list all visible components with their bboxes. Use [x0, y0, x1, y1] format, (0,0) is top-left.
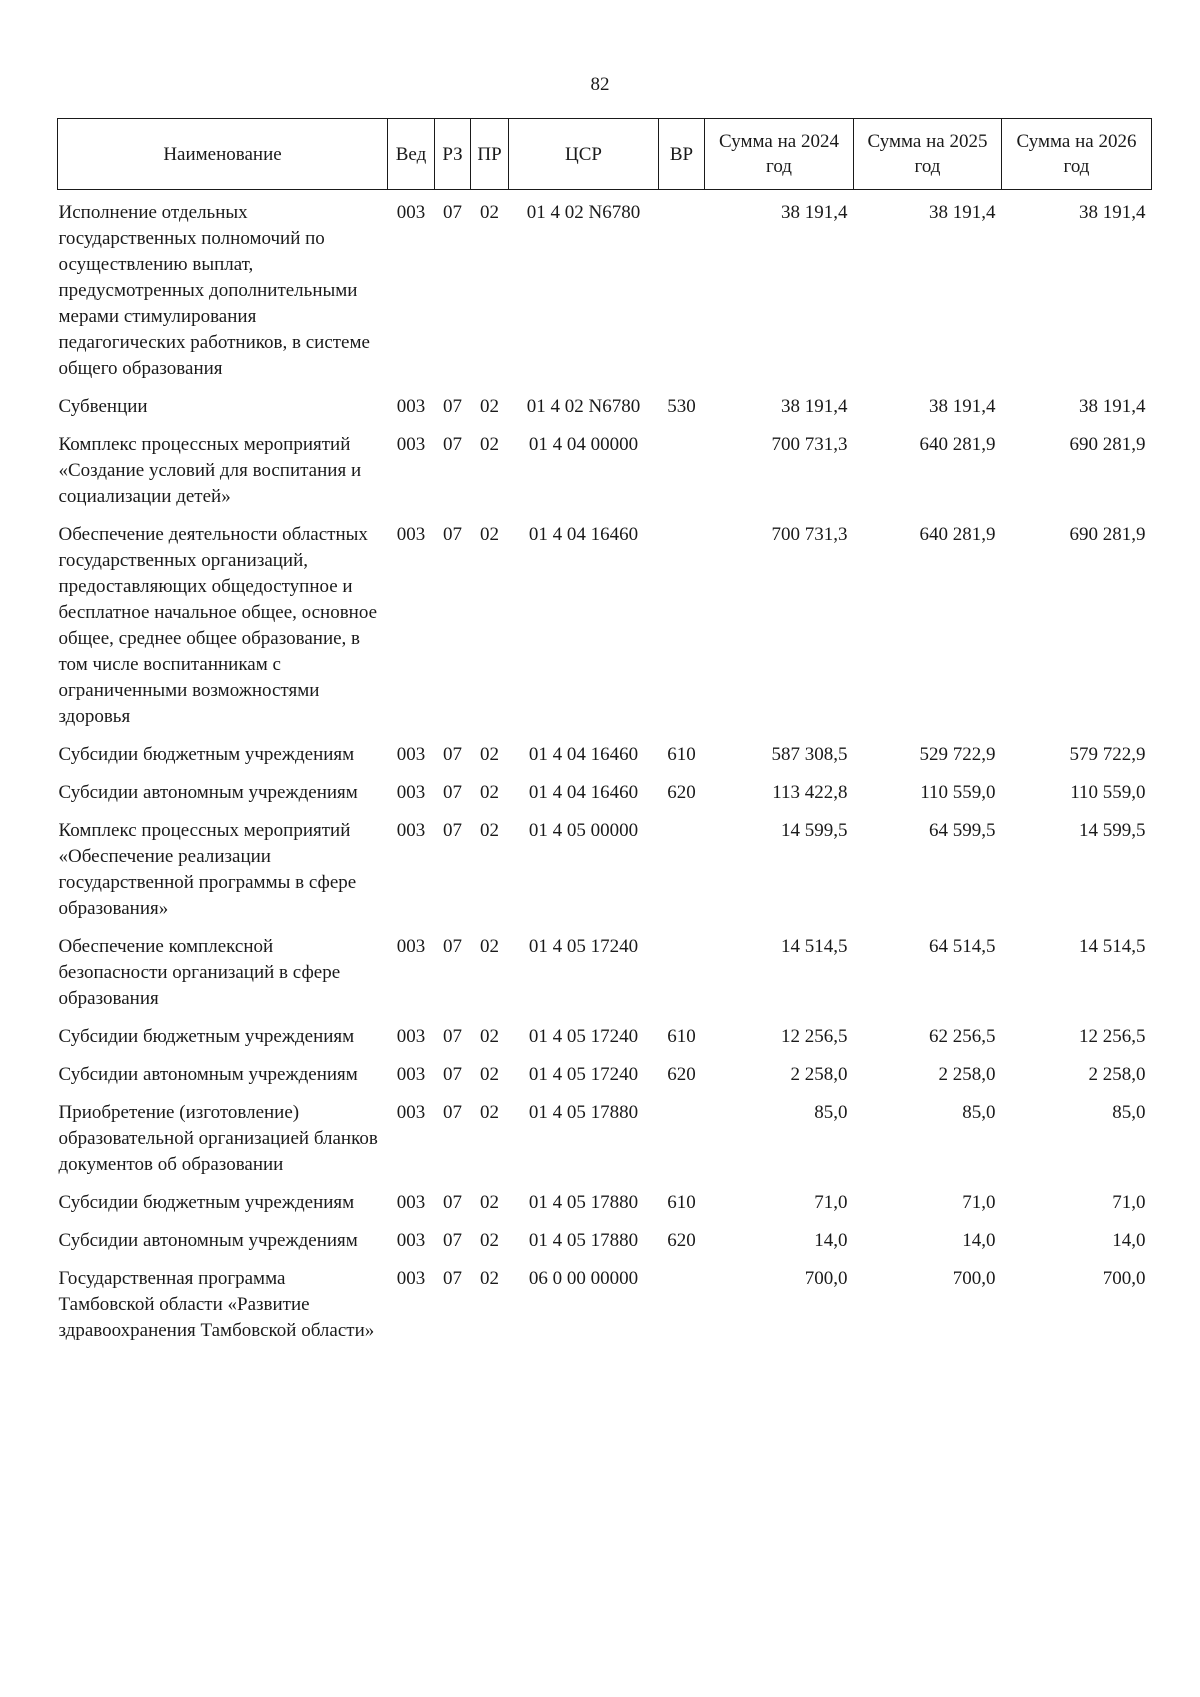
row-vr: 530 — [667, 396, 696, 417]
row-sum-2026: 700,0 — [1102, 1268, 1146, 1289]
row-name: Обеспечение деятельности областных государственных организаций, предоставляющих общедоступное и бесплатное начальное общее, основное общее, среднее общее образование, в том числе воспитанникам с ограниченными возможностями здоровья — [58, 524, 378, 727]
row-rz: 07 — [443, 434, 462, 455]
row-pr: 02 — [480, 782, 499, 803]
table-row — [58, 190, 1152, 387]
row-ved: 003 — [396, 936, 426, 957]
row-pr: 02 — [480, 1026, 499, 1047]
row-sum-2024: 14 514,5 — [781, 936, 848, 957]
row-name: Государственная программа Тамбовской области «Развитие здравоохранения Тамбовской области» — [58, 1268, 375, 1341]
row-ved: 003 — [396, 1102, 426, 1123]
header-sum-2024: Сумма на 2024 год — [705, 119, 854, 190]
row-sum-2025: 64 599,5 — [929, 820, 996, 841]
row-name: Комплекс процессных мероприятий «Создание условий для воспитания и социализации детей» — [58, 434, 362, 507]
row-sum-2024: 14 599,5 — [781, 820, 848, 841]
row-name: Субсидии бюджетным учреждениям — [58, 744, 355, 765]
row-rz: 07 — [443, 1064, 462, 1085]
table-row — [58, 810, 1152, 926]
row-ved: 003 — [396, 1064, 426, 1085]
row-sum-2025: 14,0 — [962, 1230, 996, 1251]
row-sum-2026: 38 191,4 — [1079, 202, 1146, 223]
row-vr — [659, 1258, 705, 1348]
table-row — [58, 926, 1152, 1016]
row-ved: 003 — [396, 820, 426, 841]
row-vr — [659, 810, 705, 926]
header-rz: РЗ — [435, 119, 471, 190]
row-sum-2025: 640 281,9 — [919, 434, 996, 455]
row-csr: 01 4 05 17880 — [528, 1230, 639, 1251]
row-csr: 01 4 04 00000 — [528, 434, 639, 455]
row-name: Субсидии бюджетным учреждениям — [58, 1192, 355, 1213]
row-sum-2024: 2 258,0 — [790, 1064, 848, 1085]
row-pr: 02 — [480, 1064, 499, 1085]
row-sum-2026: 579 722,9 — [1069, 744, 1146, 765]
table-row — [58, 424, 1152, 514]
row-ved: 003 — [396, 202, 426, 223]
row-sum-2026: 12 256,5 — [1079, 1026, 1146, 1047]
row-name: Субсидии автономным учреждениям — [58, 1064, 358, 1085]
header-name: Наименование — [58, 119, 388, 190]
row-pr: 02 — [480, 1230, 499, 1251]
row-vr — [659, 424, 705, 514]
row-csr: 01 4 04 16460 — [528, 524, 639, 545]
row-sum-2026: 110 559,0 — [1070, 782, 1146, 803]
header-sum-2026: Сумма на 2026 год — [1002, 119, 1152, 190]
row-sum-2025: 71,0 — [962, 1192, 996, 1213]
row-sum-2024: 12 256,5 — [781, 1026, 848, 1047]
row-pr: 02 — [480, 1102, 499, 1123]
row-sum-2026: 690 281,9 — [1069, 524, 1146, 545]
row-csr: 01 4 04 16460 — [528, 744, 639, 765]
row-sum-2024: 700,0 — [804, 1268, 848, 1289]
row-sum-2024: 38 191,4 — [781, 396, 848, 417]
table-row — [58, 1054, 1152, 1092]
row-sum-2025: 529 722,9 — [919, 744, 996, 765]
row-sum-2024: 700 731,3 — [771, 434, 848, 455]
table-body — [58, 190, 1152, 1349]
row-name: Субсидии автономным учреждениям — [58, 1230, 358, 1251]
row-vr — [659, 926, 705, 1016]
row-sum-2026: 14,0 — [1112, 1230, 1146, 1251]
row-sum-2026: 14 514,5 — [1079, 936, 1146, 957]
row-ved: 003 — [396, 524, 426, 545]
row-rz: 07 — [443, 1026, 462, 1047]
row-sum-2026: 690 281,9 — [1069, 434, 1146, 455]
row-csr: 01 4 05 17240 — [528, 1064, 639, 1085]
row-name: Субсидии бюджетным учреждениям — [58, 1026, 355, 1047]
row-sum-2026: 71,0 — [1112, 1192, 1146, 1213]
row-ved: 003 — [396, 782, 426, 803]
table-header-row — [58, 119, 1152, 190]
row-sum-2025: 85,0 — [962, 1102, 996, 1123]
row-rz: 07 — [443, 524, 462, 545]
row-sum-2026: 85,0 — [1112, 1102, 1146, 1123]
row-sum-2024: 587 308,5 — [771, 744, 848, 765]
row-pr: 02 — [480, 1268, 499, 1289]
row-pr: 02 — [480, 820, 499, 841]
table-row — [58, 386, 1152, 424]
row-sum-2024: 14,0 — [814, 1230, 848, 1251]
row-rz: 07 — [443, 396, 462, 417]
budget-table — [57, 118, 1152, 1348]
row-rz: 07 — [443, 1268, 462, 1289]
row-vr — [659, 1092, 705, 1182]
row-vr: 610 — [667, 744, 696, 765]
row-vr: 610 — [667, 1192, 696, 1213]
row-csr: 06 0 00 00000 — [528, 1268, 639, 1289]
row-pr: 02 — [480, 744, 499, 765]
row-name: Субвенции — [58, 396, 148, 417]
row-rz: 07 — [443, 1192, 462, 1213]
row-rz: 07 — [443, 782, 462, 803]
row-name: Субсидии автономным учреждениям — [58, 782, 358, 803]
table-row — [58, 1182, 1152, 1220]
row-csr: 01 4 02 N6780 — [526, 396, 641, 417]
row-sum-2025: 2 258,0 — [938, 1064, 996, 1085]
row-sum-2025: 700,0 — [952, 1268, 996, 1289]
row-sum-2025: 640 281,9 — [919, 524, 996, 545]
row-csr: 01 4 05 17880 — [528, 1102, 639, 1123]
row-rz: 07 — [443, 820, 462, 841]
row-vr: 610 — [667, 1026, 696, 1047]
row-rz: 07 — [443, 1102, 462, 1123]
row-rz: 07 — [443, 744, 462, 765]
row-csr: 01 4 05 17240 — [528, 1026, 639, 1047]
row-vr: 620 — [667, 782, 696, 803]
row-vr — [659, 190, 705, 387]
row-pr: 02 — [480, 202, 499, 223]
row-vr: 620 — [667, 1064, 696, 1085]
header-pr: ПР — [471, 119, 509, 190]
row-vr — [659, 514, 705, 734]
row-sum-2024: 113 422,8 — [772, 782, 848, 803]
header-vr: ВР — [659, 119, 705, 190]
row-csr: 01 4 02 N6780 — [526, 202, 641, 223]
table-row — [58, 734, 1152, 772]
row-ved: 003 — [396, 1192, 426, 1213]
row-ved: 003 — [396, 1230, 426, 1251]
row-csr: 01 4 05 17880 — [528, 1192, 639, 1213]
table-row — [58, 1258, 1152, 1348]
row-csr: 01 4 04 16460 — [528, 782, 639, 803]
row-ved: 003 — [396, 1026, 426, 1047]
row-sum-2024: 71,0 — [814, 1192, 848, 1213]
row-pr: 02 — [480, 1192, 499, 1213]
row-name: Приобретение (изготовление) образовательной организацией бланков документов об образовании — [58, 1102, 378, 1175]
row-sum-2024: 85,0 — [814, 1102, 848, 1123]
row-sum-2026: 38 191,4 — [1079, 396, 1146, 417]
table-row — [58, 514, 1152, 734]
row-rz: 07 — [443, 936, 462, 957]
row-sum-2026: 14 599,5 — [1079, 820, 1146, 841]
row-sum-2026: 2 258,0 — [1088, 1064, 1146, 1085]
row-sum-2025: 62 256,5 — [929, 1026, 996, 1047]
row-pr: 02 — [480, 936, 499, 957]
row-name: Обеспечение комплексной безопасности организаций в сфере образования — [58, 936, 341, 1009]
row-name: Исполнение отдельных государственных полномочий по осуществлению выплат, предусмотренных дополнительными мерами стимулирования педагогических работников, в системе общего образования — [58, 202, 370, 379]
row-sum-2024: 700 731,3 — [771, 524, 848, 545]
row-rz: 07 — [443, 202, 462, 223]
row-ved: 003 — [396, 396, 426, 417]
row-name: Комплекс процессных мероприятий «Обеспечение реализации государственной программы в сфере образования» — [58, 820, 357, 919]
row-csr: 01 4 05 00000 — [528, 820, 639, 841]
row-pr: 02 — [480, 524, 499, 545]
row-sum-2024: 38 191,4 — [781, 202, 848, 223]
row-sum-2025: 64 514,5 — [929, 936, 996, 957]
table-row — [58, 1016, 1152, 1054]
header-ved: Вед — [388, 119, 435, 190]
row-pr: 02 — [480, 396, 499, 417]
header-csr: ЦСР — [509, 119, 659, 190]
row-csr: 01 4 05 17240 — [528, 936, 639, 957]
row-vr: 620 — [667, 1230, 696, 1251]
row-ved: 003 — [396, 744, 426, 765]
header-sum-2025: Сумма на 2025 год — [854, 119, 1002, 190]
row-sum-2025: 110 559,0 — [920, 782, 996, 803]
row-rz: 07 — [443, 1230, 462, 1251]
row-sum-2025: 38 191,4 — [929, 202, 996, 223]
row-pr: 02 — [480, 434, 499, 455]
table-row — [58, 1092, 1152, 1182]
row-ved: 003 — [396, 434, 426, 455]
row-sum-2025: 38 191,4 — [929, 396, 996, 417]
page-number: 82 — [590, 74, 610, 95]
row-ved: 003 — [396, 1268, 426, 1289]
table-row — [58, 1220, 1152, 1258]
table-row — [58, 772, 1152, 810]
